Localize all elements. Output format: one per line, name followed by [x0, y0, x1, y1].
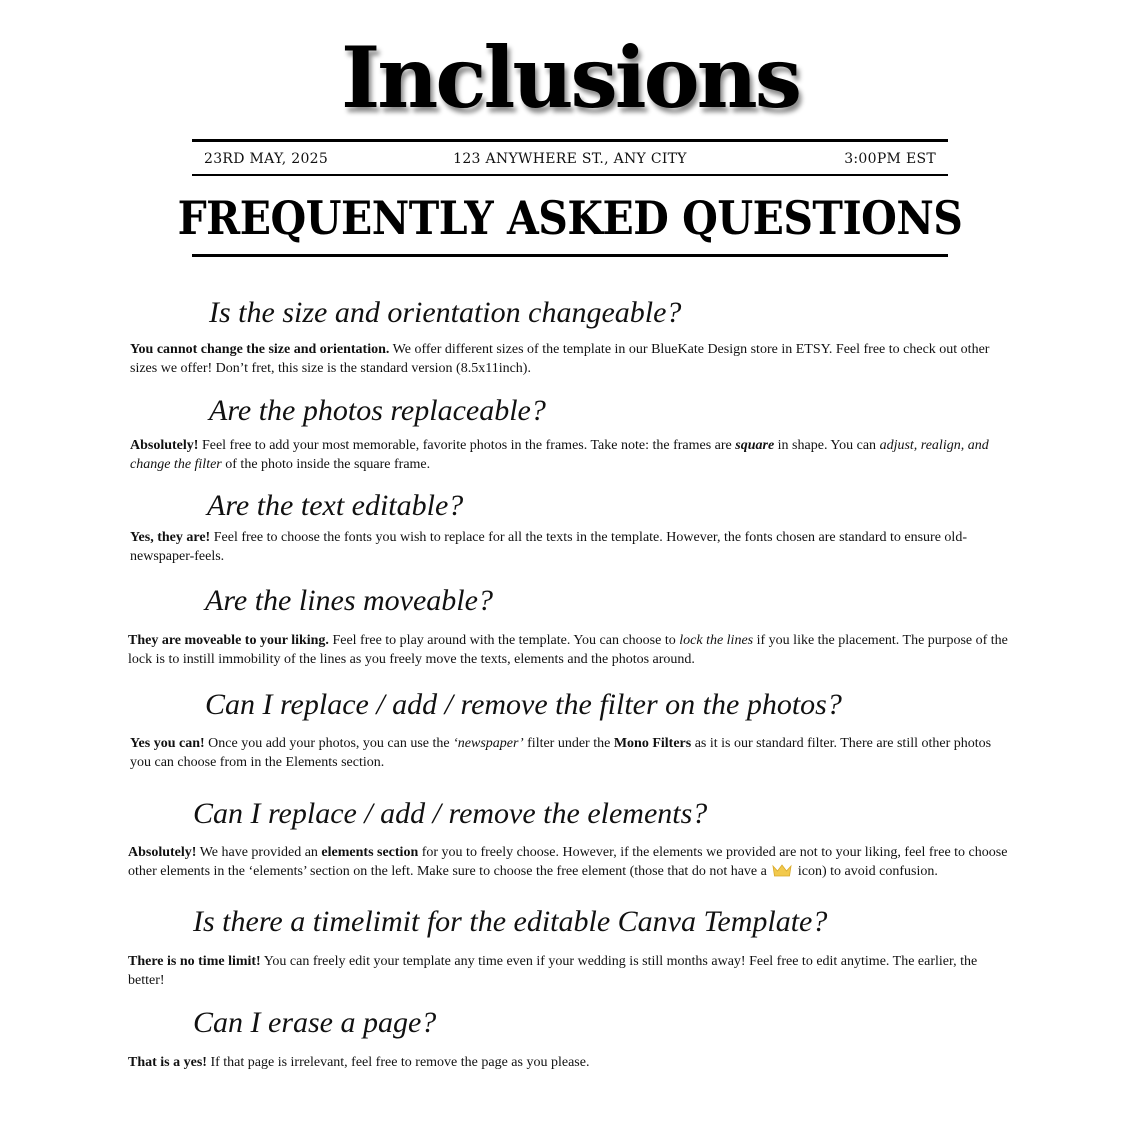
answer-text: Feel free to add your most memorable, favorite photos in the frames. Take note: the frames are [198, 438, 736, 453]
faq-question: Is the size and orientation changeable? [209, 296, 682, 329]
answer-italic: adjust, realign, and change the filter [130, 438, 989, 472]
faq-answer [128, 631, 1013, 669]
answer-text: for you to freely choose. However, if the elements we provided are not to your liking, feel free to choose other elements in the ‘elements’ section on the left. Make sure to choose the free element (those that do not have a [128, 845, 1008, 879]
answer-text: If that page is irrelevant, feel free to remove the page as you please. [206, 1055, 590, 1070]
faq-question: Can I erase a page? [193, 1006, 437, 1039]
faq-answer [128, 952, 1013, 990]
answer-emphasis: square [735, 438, 775, 453]
faq-question: Is there a timelimit for the editable Canva Template? [193, 905, 828, 938]
answer-text: of the photo inside the square frame. [221, 457, 431, 472]
faq-question: Are the text editable? [207, 489, 464, 522]
faq-answer [128, 843, 1013, 883]
crown-icon [772, 864, 792, 883]
answer-text: in shape. You can [774, 438, 880, 453]
faq-answer [130, 436, 1015, 474]
answer-lead: Absolutely! [130, 438, 199, 453]
answer-text: Feel free to choose the fonts you wish to replace for all the texts in the template. However, the fonts chosen are standard to ensure old-newspaper-feels. [130, 530, 967, 564]
answer-italic: lock the lines [679, 633, 754, 648]
bottom-rule [192, 254, 948, 257]
faq-answer [130, 734, 1015, 772]
top-rule [192, 139, 948, 142]
answer-text: Feel free to play around with the template. You can choose to [328, 633, 680, 648]
answer-italic: ‘newspaper’ [453, 736, 524, 751]
answer-text: We have provided an [196, 845, 322, 860]
answer-bold: Mono Filters [613, 736, 692, 751]
answer-text: icon) to avoid confusion. [794, 864, 938, 879]
answer-bold: elements section [321, 845, 419, 860]
answer-lead: Absolutely! [128, 845, 197, 860]
answer-text: We offer different sizes of the template in our BlueKate Design store in ETSY. Feel free to check out other sizes we offer! Don’t fret, this size is the standard version (8.5x11inch). [130, 342, 990, 376]
answer-lead: Yes, they are! [130, 530, 211, 545]
answer-lead: They are moveable to your liking. [128, 633, 329, 648]
answer-lead: There is no time limit! [128, 954, 261, 969]
dateline [192, 148, 948, 170]
answer-text: filter under the [523, 736, 614, 751]
answer-text: as it is our standard filter. There are still other photos you can choose from in the Elements section. [130, 736, 992, 770]
answer-text: Once you add your photos, you can use the [204, 736, 454, 751]
answer-lead: Yes you can! [130, 736, 205, 751]
address-text: 123 ANYWHERE ST., ANY CITY [453, 151, 687, 167]
faq-question: Are the lines moveable? [205, 584, 493, 617]
faq-answer [130, 528, 1015, 566]
answer-lead: That is a yes! [128, 1055, 207, 1070]
faq-answer [130, 340, 1015, 378]
faq-answer [128, 1053, 1013, 1072]
date-text: 23RD MAY, 2025 [204, 151, 329, 167]
time-text: 3:00PM EST [844, 151, 936, 167]
answer-lead: You cannot change the size and orientation. [130, 342, 390, 357]
answer-text: You can freely edit your template any time even if your wedding is still months away! Feel free to edit anytime. The earlier, the better! [128, 954, 978, 988]
faq-question: Can I replace / add / remove the filter on the photos? [205, 688, 842, 721]
faq-heading: FREQUENTLY ASKED QUESTIONS [177, 191, 963, 246]
middle-rule [192, 174, 948, 176]
answer-text: if you like the placement. The purpose of the lock is to instill immobility of the lines as you freely move the texts, elements and the photos around. [128, 633, 1008, 667]
faq-question: Can I replace / add / remove the elements? [193, 797, 708, 830]
faq-question: Are the photos replaceable? [209, 394, 546, 427]
page-title: Inclusions [340, 28, 800, 127]
